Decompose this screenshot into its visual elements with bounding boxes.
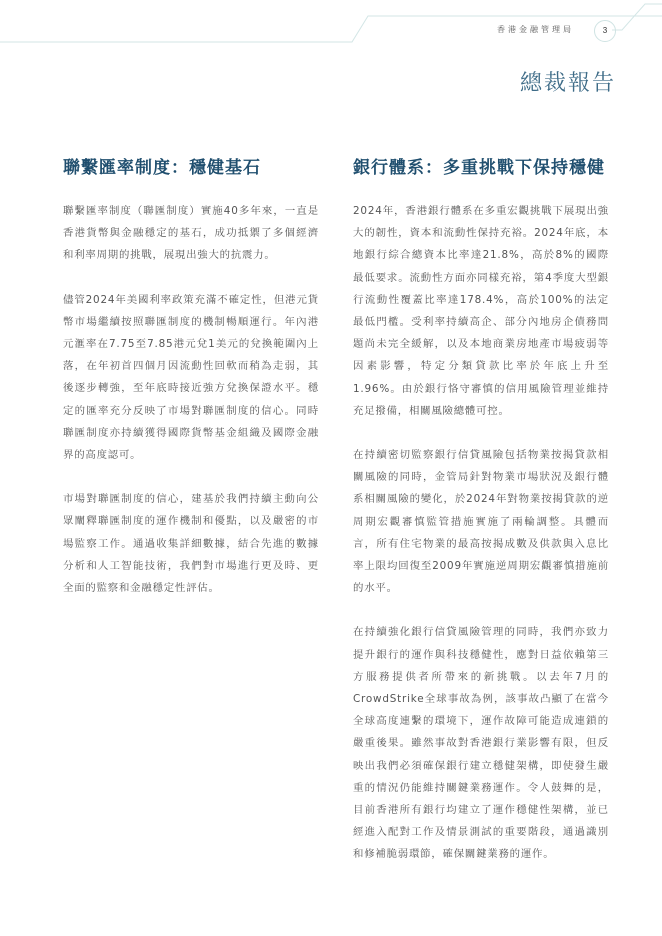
paragraph: 2024年，香港銀行體系在多重宏觀挑戰下展現出強大的韌性，資本和流動性保持充裕。2024年底，本地銀行綜合總資本比率達21.8%，高於8%的國際最低要求。流動性方面亦同樣充裕，第4季度大型銀行流動性覆蓋比率達178.4%，高於100%的法定最低門檻。受利率持續高企、部分內地房企債務問題尚未完全緩解，以及本地商業房地產市場疲弱等因素影響，特定分類貸款比率於年底上升至1.96%。由於銀行恪守審慎的信用風險管理並維持充足撥備，相關風險總體可控。 xyxy=(353,205,609,417)
page-title: 總裁報告 xyxy=(519,71,616,96)
section-heading: 銀行體系：多重挑戰下保持穩健 xyxy=(353,158,605,178)
paragraph: 在持續密切監察銀行信貸風險包括物業按揭貸款相關風險的同時，金管局針對物業市場狀況及銀行體系相關風險的變化，於2024年對物業按揭貸款的逆周期宏觀審慎監管措施實施了兩輪調整。具體而言，所有住宅物業的最高按揭成數及供款與入息比率上限均回復至2009年實施逆周期宏觀審慎措施前的水平。 xyxy=(353,449,609,595)
paragraph: 聯繫匯率制度（聯匯制度）實施40多年來，一直是香港貨幣與金融穩定的基石，成功抵禦了多個經濟和利率周期的挑戰，展現出強大的抗震力。 xyxy=(63,205,319,262)
organization-name: 香港金融管理局 xyxy=(497,25,574,34)
paragraph: 儘管2024年美國利率政策充滿不確定性，但港元貨幣市場繼續按照聯匯制度的機制暢順運行。年內港元滙率在7.75至7.85港元兌1美元的兌換範圍內上落，在年初首四個月因流動性回軟而稍為走弱，其後逐步轉強，至年底時接近強方兌換保證水平。穩定的匯率充分反映了市場對聯匯制度的信心。同時聯匯制度亦持續獲得國際貨幣基金組織及國際金融界的高度認可。 xyxy=(63,293,319,462)
section-linked-exchange-rate xyxy=(63,153,319,621)
page-number-badge: 3 xyxy=(594,20,616,42)
paragraph: 在持續強化銀行信貸風險管理的同時，我們亦致力提升銀行的運作與科技穩健性，應對日益依賴第三方服務提供者所帶來的新挑戰。以去年7月的CrowdStrike全球事故為例，該事故凸顯了在當今全球高度連繫的環境下，運作故障可能造成連鎖的嚴重後果。雖然事故對香港銀行業影響有限，但反映出我們必須確保銀行建立穩健架構，即使發生嚴重的情況仍能維持關鍵業務運作。令人鼓舞的是，目前香港所有銀行均建立了運作穩健性架構，並已經進入配對工作及情景測試的重要階段，通過識別和修補脆弱環節，確保關鍵業務的運作。 xyxy=(353,626,609,861)
paragraph: 市場對聯匯制度的信心，建基於我們持續主動向公眾闡釋聯匯制度的運作機制和優點，以及嚴密的市場監察工作。通過收集詳細數據，結合先進的數據分析和人工智能技術，我們對市場進行更及時、更全面的監察和金融穩定性評估。 xyxy=(63,493,319,595)
section-banking-system xyxy=(353,153,609,888)
section-heading: 聯繫匯率制度：穩健基石 xyxy=(63,158,261,178)
